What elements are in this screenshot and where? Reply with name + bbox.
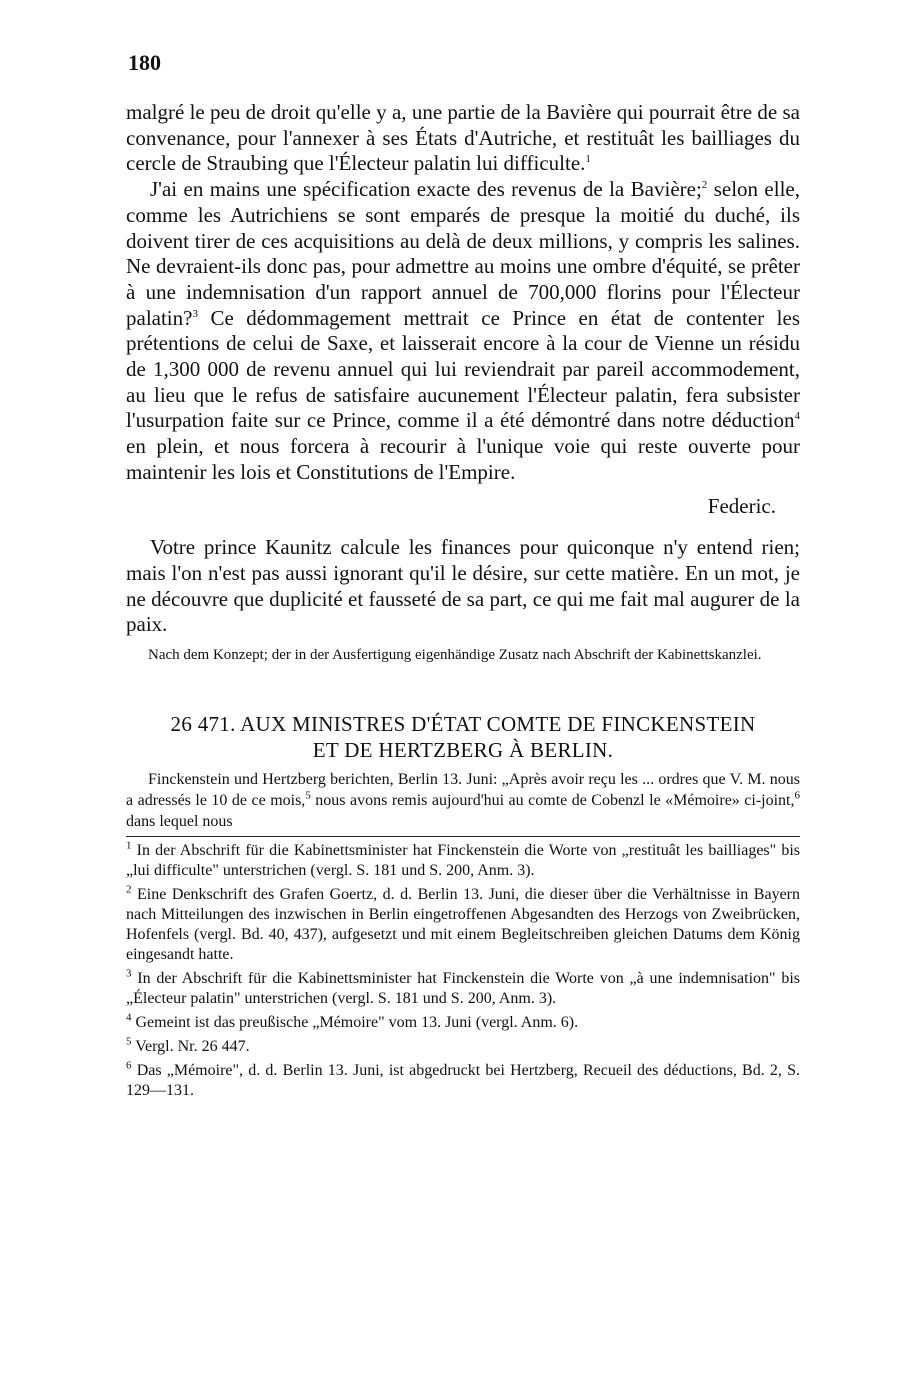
footnotes (126, 841, 800, 1101)
letter-heading-line1: AUX MINISTRES D'ÉTAT COMTE DE FINCKENSTEIN (240, 712, 756, 737)
footnote: $^3$ In der Abschrift für die Kabinettsminister hat Finckenstein die Worte von „à une indemnisation" bis „Électeur palatin" unterstrichen (vergl. S. 181 und S. 200, Anm. 3). (126, 967, 801, 1008)
main-text (126, 100, 800, 1105)
footnote: $^2$ Eine Denkschrift des Grafen Goertz, d. d. Berlin 13. Juni, die dieser über die Verhältnisse in Bayern nach Mitteilungen des inzwischen in Berlin eingetroffenen Abgesandten des Herzogs von Zweibrücken, Hofenfels (vergl. Bd. 40, 437), aufgesetzt und mit einem Begleitschreiben gleichen Datums dem König eingesandt hatte. (126, 883, 801, 964)
postscript: Votre prince Kaunitz calcule les finances pour quiconque n'y entend rien; mais l'on n'est pas aussi ignorant qu'il le désire, sur cette matière. En un mot, je ne découvre que duplicité et fausseté de sa part, ce qui me fait mal augurer de la paix. (126, 535, 800, 637)
letter-heading (126, 711, 800, 763)
footnote-ref-3: 3 (192, 307, 198, 320)
letter-number: 26 471. (170, 712, 236, 737)
paragraph-2: J'ai en mains une spécification exacte des revenus de la Bavière;$^2$ selon elle, comme les Autrichiens se sont emparés de presque la moitié du duché, ils doivent tirer de ces acquisitions au delà de deux millions, y compris les salines. Ne devraient-ils donc pas, pour admettre au moins une ombre d'équité, se prêter à une indemnisation d'un rapport annuel de 700,000 florins pour l'Électeur palatin?$^3$ Ce dédommagement mettrait ce Prince en état de contenter les prétentions de celui de Saxe, et laisserait encore à la cour de Vienne un résidu de 1,300 000 de revenu annuel qui lui reviendrait par pareil accommodement, au lieu que le refus de satisfaire aucunement l'Électeur palatin, fera subsister l'usurpation faite sur ce Prince, comme il a été démontré dans notre déduction$^4$ en plein, et nous forcera à recourir à l'unique voie qui reste ouverte pour maintenir les lois et Constitutions de l'Empire. (126, 177, 800, 484)
footnote-divider (126, 836, 800, 837)
footnote: $^1$ In der Abschrift für die Kabinettsminister hat Finckenstein die Worte von „restituât les bailliages" bis „lui difficulte" unterstrichen (vergl. S. 181 und S. 200, Anm. 3). (126, 839, 800, 880)
footnote: $^5$ Vergl. Nr. 26 447. (126, 1035, 250, 1056)
footnote-ref-2: 2 (701, 179, 708, 192)
footnote: $^4$ Gemeint ist das preußische „Mémoire" vom 13. Juni (vergl. Anm. 6). (126, 1011, 579, 1032)
page-number: 180 (128, 50, 161, 75)
footnote-ref-4: 4 (794, 410, 800, 423)
signature: Federic. (707, 493, 776, 518)
source-note: Nach dem Konzept; der in der Ausfertigung eigenhändige Zusatz nach Abschrift der Kabinettskanzlei. (148, 647, 762, 664)
footnote: $^6$ Das „Mémoire", d. d. Berlin 13. Juni, ist abgedruckt bei Hertzberg, Recueil des déductions, Bd. 2, S. 129—131. (126, 1059, 801, 1100)
footnote-ref-1: 1 (585, 153, 591, 166)
footnote-ref-5: 5 (305, 789, 311, 802)
paragraph-1: malgré le peu de droit qu'elle y a, une partie de la Bavière qui pourrait être de sa convenance, pour l'annexer à ses États d'Autriche, et restituât les bailliages du cercle de Straubing que l'Électeur palatin lui difficulte.$^1$ (126, 100, 800, 176)
report-text: Finckenstein und Hertzberg berichten, Berlin 13. Juni: „Après avoir reçu les ... ordres que V. M. nous a adressés le 10 de ce mois,$^5$ nous avons remis aujourd'hui au comte de Cobenzl le «Mémoire» ci-joint,$^6$ dans lequel nous (126, 771, 800, 831)
letter-heading-line2: ET DE HERTZBERG À BERLIN. (312, 738, 614, 763)
footnote-ref-6: 6 (794, 789, 800, 802)
